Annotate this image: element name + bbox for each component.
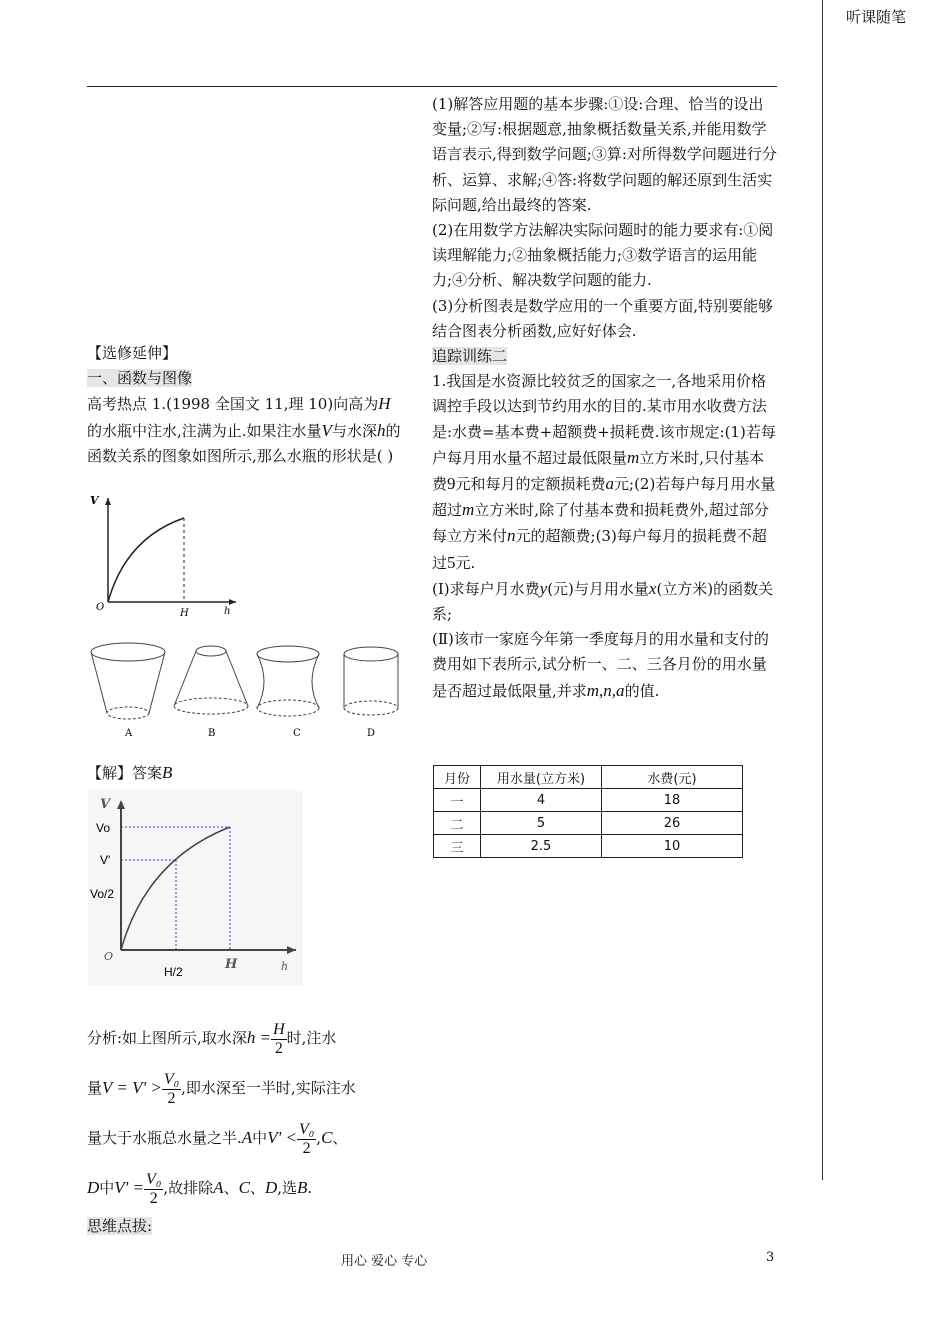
- margin-note: 听课随笔: [846, 8, 907, 26]
- hot-question: 高考热点 1.(1998 全国文 11,理 10)向高为H的水瓶中注水,注满为止.如果注水量V与水深h的函数关系的图象如图所示,那么水瓶的形状是( ): [87, 394, 401, 465]
- question-part-2: (Ⅱ)该市一家庭今年第一季度每月的用水量和支付的费用如下表所示,试分析一、二、三各月份的用水量是否超过最低限量,并求m,n,a的值.: [432, 630, 769, 700]
- bottle-b: [174, 646, 248, 714]
- header-rule: [87, 86, 777, 87]
- subsection-title: 一、函数与图像: [87, 369, 193, 388]
- table-header-row: [434, 766, 743, 789]
- volume-depth-graph: [88, 490, 243, 620]
- thinking-tip: 思维点拔:: [87, 1217, 153, 1235]
- table-cell: 18: [602, 789, 743, 812]
- table-cell: 10: [602, 835, 743, 858]
- analysis-line-4: D中V' = $\frac{\text{V₀}}{2}$ ,故排除A、C、D,选B.: [87, 1170, 313, 1207]
- tick-label-vo: Vo: [96, 821, 111, 835]
- bottle-a: [91, 643, 165, 719]
- tick-label-H: H: [225, 957, 238, 972]
- answer-label: 【解】答案: [87, 764, 163, 782]
- table-cell: 2.5: [481, 835, 602, 858]
- axis-label-h: h: [224, 606, 231, 617]
- analysis-line-2: 量V = V' > $\frac{\text{V₀}}{2}$ ,即水深至一半时,实际注水: [87, 1070, 356, 1107]
- axis-label-v: V: [100, 797, 111, 812]
- table-header: 月份: [434, 766, 481, 789]
- step-paragraph-3: (3)分析图表是数学应用的一个重要方面,特别要能够结合图表分析函数,应好好体会.: [432, 296, 774, 340]
- table-row: [434, 789, 743, 812]
- table-row: [434, 812, 743, 835]
- analysis-line-1: 分析:如上图所示,取水深h = $\frac{H}{2}$ 时,注水: [87, 1020, 337, 1057]
- volume-curve: [108, 518, 184, 602]
- table-cell: 5: [481, 812, 602, 835]
- question-1: 1.我国是水资源比较贫乏的国家之一,各地采用价格调控手段以达到节约用水的目的.某市用水收费方法是:水费=基本费+超额费+损耗费.该市规定:(1)若每户每月用水量不超过最低限量m立方米时,只付基本费9元和每月的定额损耗费a元;(2)若每户每月用水量超过m立方米时,除了付基本费和损耗费外,超过部分每立方米付n元的超额费;(3)每户每月的损耗费不超过5元.: [432, 372, 776, 572]
- axis-label-h: h: [281, 960, 289, 973]
- table-cell: 一: [434, 789, 481, 812]
- left-column-intro: [87, 341, 405, 469]
- page-number: 3: [766, 1250, 775, 1265]
- answer-line: [87, 760, 405, 786]
- track-training-title: 追踪训练二: [432, 347, 508, 366]
- table-cell: 三: [434, 835, 481, 858]
- question-part-1: (Ⅰ)求每户月水费y(元)与月用水量x(立方米)的函数关系;: [432, 578, 774, 624]
- bottle-label-b: B: [208, 728, 216, 739]
- table-row: [434, 835, 743, 858]
- tick-label-h2: H/2: [164, 965, 183, 979]
- table-cell: 4: [481, 789, 602, 812]
- tick-label-vprime: V': [100, 853, 111, 867]
- analysis-graph: [88, 790, 303, 985]
- table-cell: 26: [602, 812, 743, 835]
- analysis-line-3: 量大于水瓶总水量之半.A中V' < $\frac{\text{V₀}}{2}$ ,C、: [87, 1120, 348, 1157]
- footer-motto: 用心 爱心 专心: [341, 1254, 428, 1269]
- bottle-d: [344, 647, 398, 715]
- table-header: 用水量(立方米): [481, 766, 602, 789]
- table-cell: 二: [434, 812, 481, 835]
- bottle-options: [88, 640, 408, 745]
- bottle-c: [257, 646, 319, 716]
- answer-value: B: [162, 763, 173, 782]
- bottle-label-c: C: [293, 728, 301, 739]
- axis-label-v: V: [90, 494, 99, 507]
- step-paragraph-2: (2)在用数学方法解决实际问题时的能力要求有:①阅读理解能力;②抽象概括能力;③数学语言的运用能力;④分析、解决数学问题的能力.: [432, 221, 774, 290]
- water-usage-table: [433, 765, 743, 858]
- step-paragraph-1: (1)解答应用题的基本步骤:①设:合理、恰当的设出变量;②写:根据题意,抽象概括数量关系,并能用数学语言表示,得到数学问题;③算:对所得数学问题进行分析、运算、求解;④答:将数学问题的解还原到生活实际问题,给出最终的答案.: [432, 95, 777, 214]
- table-header: 水费(元): [602, 766, 743, 789]
- axis-label-H: H: [180, 608, 189, 619]
- margin-divider: [822, 0, 823, 1180]
- section-title: 【选修延伸】: [87, 344, 178, 362]
- bottle-label-a: A: [125, 728, 133, 739]
- origin-label: O: [96, 602, 105, 613]
- tick-label-vo2: Vo/2: [90, 887, 115, 901]
- origin-label: O: [104, 950, 114, 963]
- right-column: [432, 92, 777, 704]
- bottle-label-d: D: [367, 728, 376, 739]
